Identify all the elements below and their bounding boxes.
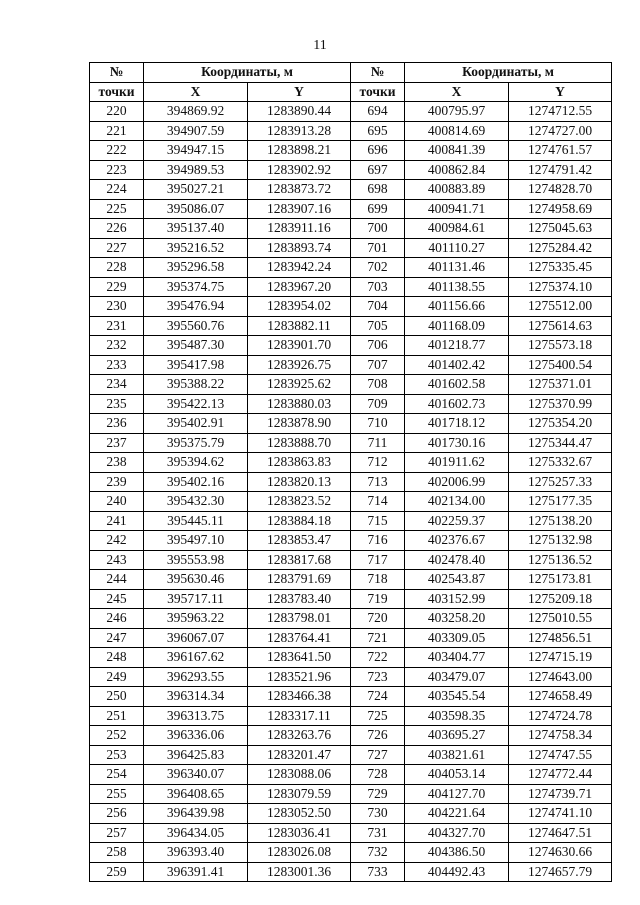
point-number-cell: 220 [90, 102, 144, 122]
x-cell: 394869.92 [144, 102, 248, 122]
x-cell: 401131.46 [405, 258, 509, 278]
y-cell: 1274739.71 [509, 784, 612, 804]
table-row [90, 433, 612, 453]
point-number-cell: 700 [351, 219, 405, 239]
x-cell: 401168.09 [405, 316, 509, 336]
y-cell: 1275512.00 [509, 297, 612, 317]
y-cell: 1274630.66 [509, 843, 612, 863]
point-number-cell: 246 [90, 609, 144, 629]
point-number-cell: 241 [90, 511, 144, 531]
y-cell: 1283088.06 [248, 765, 351, 785]
point-number-cell: 250 [90, 687, 144, 707]
y-cell: 1283882.11 [248, 316, 351, 336]
y-cell: 1275173.81 [509, 570, 612, 590]
header-row-1 [90, 63, 612, 83]
x-cell: 395560.76 [144, 316, 248, 336]
y-cell: 1283880.03 [248, 394, 351, 414]
x-cell: 395394.62 [144, 453, 248, 473]
point-number-cell: 733 [351, 862, 405, 882]
table-row [90, 414, 612, 434]
point-number-cell: 699 [351, 199, 405, 219]
point-number-cell: 249 [90, 667, 144, 687]
table-row [90, 648, 612, 668]
y-cell: 1274772.44 [509, 765, 612, 785]
y-cell: 1283954.02 [248, 297, 351, 317]
table-row [90, 316, 612, 336]
point-number-cell: 724 [351, 687, 405, 707]
y-cell: 1274828.70 [509, 180, 612, 200]
x-cell: 396425.83 [144, 745, 248, 765]
point-number-header: № [90, 63, 144, 83]
x-cell: 395487.30 [144, 336, 248, 356]
x-cell: 395476.94 [144, 297, 248, 317]
y-cell: 1274657.79 [509, 862, 612, 882]
table-row [90, 628, 612, 648]
point-number-cell: 242 [90, 531, 144, 551]
point-number-cell: 698 [351, 180, 405, 200]
y-cell: 1275010.55 [509, 609, 612, 629]
y-cell: 1283036.41 [248, 823, 351, 843]
point-number-cell: 703 [351, 277, 405, 297]
point-number-cell: 257 [90, 823, 144, 843]
x-cell: 402478.40 [405, 550, 509, 570]
x-cell: 395553.98 [144, 550, 248, 570]
point-number-cell: 705 [351, 316, 405, 336]
x-header: X [144, 82, 248, 102]
y-cell: 1283791.69 [248, 570, 351, 590]
table-row [90, 804, 612, 824]
x-cell: 403479.07 [405, 667, 509, 687]
point-number-cell: 722 [351, 648, 405, 668]
x-cell: 401402.42 [405, 355, 509, 375]
x-cell: 403545.54 [405, 687, 509, 707]
x-cell: 403695.27 [405, 726, 509, 746]
coordinates-header: Координаты, м [144, 63, 351, 83]
y-cell: 1283926.75 [248, 355, 351, 375]
table-row [90, 862, 612, 882]
header-row-2 [90, 82, 612, 102]
y-header: Y [509, 82, 612, 102]
table-row [90, 726, 612, 746]
point-number-cell: 712 [351, 453, 405, 473]
y-cell: 1283798.01 [248, 609, 351, 629]
point-number-cell: 232 [90, 336, 144, 356]
x-cell: 395417.98 [144, 355, 248, 375]
x-cell: 395375.79 [144, 433, 248, 453]
point-number-cell: 254 [90, 765, 144, 785]
x-cell: 404053.14 [405, 765, 509, 785]
y-cell: 1274791.42 [509, 160, 612, 180]
table-row [90, 336, 612, 356]
y-cell: 1283764.41 [248, 628, 351, 648]
y-cell: 1283911.16 [248, 219, 351, 239]
point-number-cell: 259 [90, 862, 144, 882]
point-number-cell: 226 [90, 219, 144, 239]
y-cell: 1283878.90 [248, 414, 351, 434]
point-number-header: № [351, 63, 405, 83]
y-cell: 1275400.54 [509, 355, 612, 375]
x-cell: 395027.21 [144, 180, 248, 200]
x-cell: 395497.10 [144, 531, 248, 551]
x-cell: 395296.58 [144, 258, 248, 278]
y-cell: 1283863.83 [248, 453, 351, 473]
x-cell: 396167.62 [144, 648, 248, 668]
y-cell: 1274747.55 [509, 745, 612, 765]
x-cell: 402259.37 [405, 511, 509, 531]
point-number-cell: 714 [351, 492, 405, 512]
table-row [90, 297, 612, 317]
point-number-cell: 696 [351, 141, 405, 161]
y-cell: 1283317.11 [248, 706, 351, 726]
point-number-cell: 244 [90, 570, 144, 590]
y-cell: 1275573.18 [509, 336, 612, 356]
y-cell: 1275132.98 [509, 531, 612, 551]
point-number-cell: 225 [90, 199, 144, 219]
y-cell: 1283898.21 [248, 141, 351, 161]
coordinates-table [89, 62, 612, 882]
y-cell: 1275177.35 [509, 492, 612, 512]
table-row [90, 589, 612, 609]
x-cell: 401218.77 [405, 336, 509, 356]
table-row [90, 550, 612, 570]
x-cell: 396439.98 [144, 804, 248, 824]
y-cell: 1275374.10 [509, 277, 612, 297]
point-number-cell: 222 [90, 141, 144, 161]
y-cell: 1283890.44 [248, 102, 351, 122]
y-cell: 1283201.47 [248, 745, 351, 765]
x-cell: 396393.40 [144, 843, 248, 863]
table-row [90, 375, 612, 395]
point-number-cell: 729 [351, 784, 405, 804]
table-row [90, 180, 612, 200]
table-row [90, 667, 612, 687]
table-body [90, 102, 612, 882]
x-cell: 400841.39 [405, 141, 509, 161]
point-number-cell: 716 [351, 531, 405, 551]
y-cell: 1274712.55 [509, 102, 612, 122]
point-number-cell: 719 [351, 589, 405, 609]
x-cell: 401110.27 [405, 238, 509, 258]
point-number-cell: 706 [351, 336, 405, 356]
point-number-cell: 702 [351, 258, 405, 278]
point-number-cell: 235 [90, 394, 144, 414]
point-number-cell: 731 [351, 823, 405, 843]
x-cell: 395086.07 [144, 199, 248, 219]
x-cell: 396408.65 [144, 784, 248, 804]
point-number-cell: 694 [351, 102, 405, 122]
table-row [90, 102, 612, 122]
x-cell: 404127.70 [405, 784, 509, 804]
point-number-cell: 718 [351, 570, 405, 590]
x-cell: 403598.35 [405, 706, 509, 726]
x-cell: 396391.41 [144, 862, 248, 882]
y-cell: 1274724.78 [509, 706, 612, 726]
point-number-cell: 251 [90, 706, 144, 726]
y-cell: 1283884.18 [248, 511, 351, 531]
x-cell: 394947.15 [144, 141, 248, 161]
x-cell: 404327.70 [405, 823, 509, 843]
y-cell: 1283820.13 [248, 472, 351, 492]
x-cell: 400862.84 [405, 160, 509, 180]
point-number-cell: 234 [90, 375, 144, 395]
point-number-cell: 223 [90, 160, 144, 180]
point-number-cell: 248 [90, 648, 144, 668]
point-number-cell: 720 [351, 609, 405, 629]
x-cell: 395432.30 [144, 492, 248, 512]
x-cell: 396293.55 [144, 667, 248, 687]
y-header: Y [248, 82, 351, 102]
coordinates-header: Координаты, м [405, 63, 612, 83]
y-cell: 1274658.49 [509, 687, 612, 707]
x-cell: 395717.11 [144, 589, 248, 609]
x-cell: 395630.46 [144, 570, 248, 590]
point-number-cell: 240 [90, 492, 144, 512]
y-cell: 1283823.52 [248, 492, 351, 512]
x-cell: 395422.13 [144, 394, 248, 414]
point-number-cell: 711 [351, 433, 405, 453]
x-cell: 395963.22 [144, 609, 248, 629]
x-cell: 400941.71 [405, 199, 509, 219]
y-cell: 1274647.51 [509, 823, 612, 843]
table-row [90, 238, 612, 258]
point-number-cell: 710 [351, 414, 405, 434]
y-cell: 1274758.34 [509, 726, 612, 746]
y-cell: 1283466.38 [248, 687, 351, 707]
point-number-cell: 697 [351, 160, 405, 180]
point-number-cell: 230 [90, 297, 144, 317]
y-cell: 1275344.47 [509, 433, 612, 453]
point-number-cell: 732 [351, 843, 405, 863]
point-number-cell: 728 [351, 765, 405, 785]
point-number-cell: 707 [351, 355, 405, 375]
y-cell: 1274741.10 [509, 804, 612, 824]
x-cell: 396313.75 [144, 706, 248, 726]
x-cell: 401730.16 [405, 433, 509, 453]
table-row [90, 219, 612, 239]
y-cell: 1275209.18 [509, 589, 612, 609]
y-cell: 1275354.20 [509, 414, 612, 434]
y-cell: 1283001.36 [248, 862, 351, 882]
table-row [90, 199, 612, 219]
point-number-cell: 713 [351, 472, 405, 492]
point-number-cell: 730 [351, 804, 405, 824]
point-number-cell: 255 [90, 784, 144, 804]
x-cell: 403152.99 [405, 589, 509, 609]
x-cell: 396067.07 [144, 628, 248, 648]
y-cell: 1283942.24 [248, 258, 351, 278]
table-row [90, 609, 612, 629]
x-cell: 401911.62 [405, 453, 509, 473]
x-cell: 401138.55 [405, 277, 509, 297]
y-cell: 1275332.67 [509, 453, 612, 473]
y-cell: 1274761.57 [509, 141, 612, 161]
point-number-cell: 704 [351, 297, 405, 317]
point-number-cell: 727 [351, 745, 405, 765]
y-cell: 1275370.99 [509, 394, 612, 414]
table-row [90, 843, 612, 863]
x-cell: 401602.73 [405, 394, 509, 414]
point-number-cell: 726 [351, 726, 405, 746]
y-cell: 1283907.16 [248, 199, 351, 219]
y-cell: 1275614.63 [509, 316, 612, 336]
table-row [90, 160, 612, 180]
y-cell: 1275257.33 [509, 472, 612, 492]
y-cell: 1283052.50 [248, 804, 351, 824]
y-cell: 1283783.40 [248, 589, 351, 609]
x-header: X [405, 82, 509, 102]
x-cell: 404221.64 [405, 804, 509, 824]
point-number-cell: 224 [90, 180, 144, 200]
point-number-cell: 233 [90, 355, 144, 375]
x-cell: 403258.20 [405, 609, 509, 629]
point-number-cell: 695 [351, 121, 405, 141]
point-label-header: точки [90, 82, 144, 102]
point-number-cell: 238 [90, 453, 144, 473]
table-row [90, 706, 612, 726]
y-cell: 1283893.74 [248, 238, 351, 258]
y-cell: 1283263.76 [248, 726, 351, 746]
y-cell: 1283925.62 [248, 375, 351, 395]
table-row [90, 394, 612, 414]
x-cell: 394907.59 [144, 121, 248, 141]
table-row [90, 472, 612, 492]
y-cell: 1275045.63 [509, 219, 612, 239]
y-cell: 1283079.59 [248, 784, 351, 804]
table-row [90, 511, 612, 531]
point-number-cell: 253 [90, 745, 144, 765]
table-row [90, 784, 612, 804]
point-number-cell: 721 [351, 628, 405, 648]
y-cell: 1274715.19 [509, 648, 612, 668]
x-cell: 401602.58 [405, 375, 509, 395]
y-cell: 1275284.42 [509, 238, 612, 258]
point-number-cell: 231 [90, 316, 144, 336]
point-number-cell: 236 [90, 414, 144, 434]
y-cell: 1283817.68 [248, 550, 351, 570]
x-cell: 400984.61 [405, 219, 509, 239]
y-cell: 1274643.00 [509, 667, 612, 687]
x-cell: 402006.99 [405, 472, 509, 492]
x-cell: 402543.87 [405, 570, 509, 590]
x-cell: 402376.67 [405, 531, 509, 551]
x-cell: 396336.06 [144, 726, 248, 746]
table-row [90, 823, 612, 843]
x-cell: 403821.61 [405, 745, 509, 765]
table-row [90, 453, 612, 473]
x-cell: 395374.75 [144, 277, 248, 297]
x-cell: 403309.05 [405, 628, 509, 648]
y-cell: 1275136.52 [509, 550, 612, 570]
y-cell: 1283901.70 [248, 336, 351, 356]
x-cell: 395445.11 [144, 511, 248, 531]
x-cell: 401718.12 [405, 414, 509, 434]
point-number-cell: 247 [90, 628, 144, 648]
point-number-cell: 243 [90, 550, 144, 570]
x-cell: 396314.34 [144, 687, 248, 707]
x-cell: 395388.22 [144, 375, 248, 395]
x-cell: 395402.91 [144, 414, 248, 434]
x-cell: 400814.69 [405, 121, 509, 141]
y-cell: 1283026.08 [248, 843, 351, 863]
point-number-cell: 239 [90, 472, 144, 492]
table-row [90, 277, 612, 297]
x-cell: 402134.00 [405, 492, 509, 512]
table-row [90, 492, 612, 512]
y-cell: 1274856.51 [509, 628, 612, 648]
point-number-cell: 252 [90, 726, 144, 746]
point-number-cell: 701 [351, 238, 405, 258]
x-cell: 394989.53 [144, 160, 248, 180]
x-cell: 400795.97 [405, 102, 509, 122]
y-cell: 1283641.50 [248, 648, 351, 668]
y-cell: 1283902.92 [248, 160, 351, 180]
point-number-cell: 709 [351, 394, 405, 414]
x-cell: 395216.52 [144, 238, 248, 258]
point-number-cell: 715 [351, 511, 405, 531]
y-cell: 1283873.72 [248, 180, 351, 200]
y-cell: 1275335.45 [509, 258, 612, 278]
point-number-cell: 228 [90, 258, 144, 278]
table-row [90, 121, 612, 141]
point-number-cell: 256 [90, 804, 144, 824]
point-number-cell: 723 [351, 667, 405, 687]
y-cell: 1283853.47 [248, 531, 351, 551]
x-cell: 396434.05 [144, 823, 248, 843]
y-cell: 1274958.69 [509, 199, 612, 219]
point-number-cell: 725 [351, 706, 405, 726]
table-row [90, 745, 612, 765]
x-cell: 403404.77 [405, 648, 509, 668]
table-row [90, 570, 612, 590]
y-cell: 1283967.20 [248, 277, 351, 297]
y-cell: 1275371.01 [509, 375, 612, 395]
point-number-cell: 708 [351, 375, 405, 395]
point-number-cell: 221 [90, 121, 144, 141]
x-cell: 395402.16 [144, 472, 248, 492]
table-row [90, 355, 612, 375]
table-row [90, 141, 612, 161]
y-cell: 1283888.70 [248, 433, 351, 453]
point-number-cell: 717 [351, 550, 405, 570]
page-number: 11 [313, 38, 327, 53]
y-cell: 1275138.20 [509, 511, 612, 531]
x-cell: 396340.07 [144, 765, 248, 785]
point-number-cell: 258 [90, 843, 144, 863]
point-number-cell: 245 [90, 589, 144, 609]
x-cell: 395137.40 [144, 219, 248, 239]
point-number-cell: 229 [90, 277, 144, 297]
y-cell: 1283913.28 [248, 121, 351, 141]
table-row [90, 687, 612, 707]
x-cell: 400883.89 [405, 180, 509, 200]
table-row [90, 258, 612, 278]
y-cell: 1274727.00 [509, 121, 612, 141]
point-number-cell: 237 [90, 433, 144, 453]
table-row [90, 531, 612, 551]
y-cell: 1283521.96 [248, 667, 351, 687]
x-cell: 404492.43 [405, 862, 509, 882]
table-row [90, 765, 612, 785]
point-label-header: точки [351, 82, 405, 102]
x-cell: 401156.66 [405, 297, 509, 317]
point-number-cell: 227 [90, 238, 144, 258]
x-cell: 404386.50 [405, 843, 509, 863]
